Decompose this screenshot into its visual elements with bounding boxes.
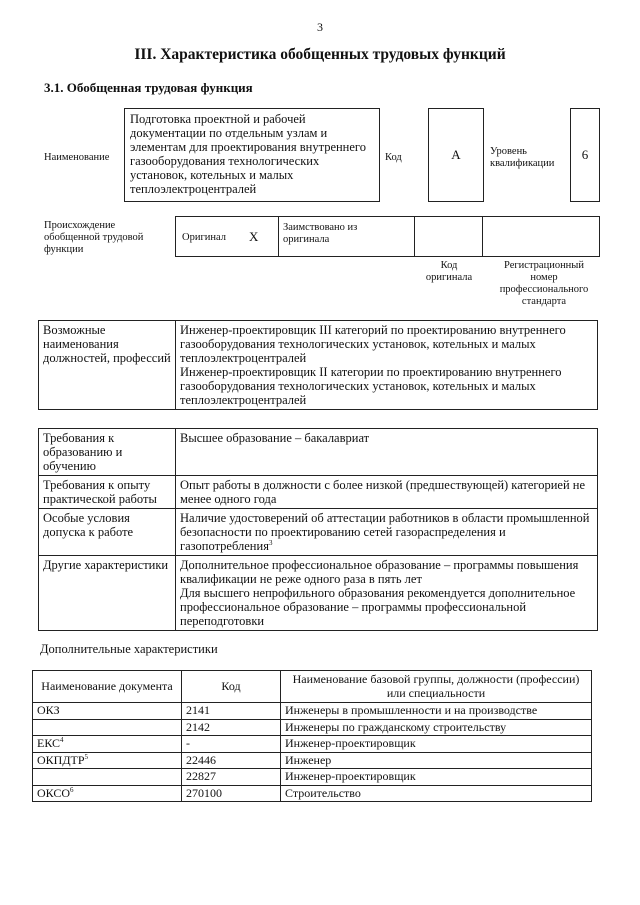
doc-name: ОКПДТР xyxy=(37,752,85,767)
footnote-ref: 4 xyxy=(60,736,64,744)
table-row xyxy=(33,785,592,802)
extra-name: Инженеры по гражданскому строительству xyxy=(281,719,592,736)
page-number: 3 xyxy=(317,20,323,34)
extra-code: 270100 xyxy=(182,785,281,802)
req-value xyxy=(176,509,598,556)
gtf-level-value: 6 xyxy=(581,147,589,162)
extra-name: Инженер xyxy=(281,752,592,769)
extra-doc xyxy=(33,736,182,753)
section-title: III. Характеристика обобщенных трудовых функций xyxy=(134,46,506,63)
footnote-ref: 5 xyxy=(84,752,89,761)
origin-label: Происхождение обобщенной трудовой функции xyxy=(44,220,144,255)
extra-header: Код xyxy=(182,671,281,703)
origin-reg-caption: Регистрационный номер профессионального стандарта xyxy=(499,260,589,307)
gtf-level-label: Уровень квалификации xyxy=(490,146,555,169)
req-value-text: Для высшего непрофильного образования рекомендуется дополнительное профессиональное образование – программы профессиональной переподготовки xyxy=(180,586,576,628)
extra-title: Дополнительные характеристики xyxy=(40,642,218,656)
req-value: Высшее образование – бакалавриат xyxy=(176,429,598,476)
footnote-ref: 3 xyxy=(268,538,273,547)
extra-table xyxy=(32,670,592,802)
extra-code: - xyxy=(182,736,281,753)
origin-divider xyxy=(482,216,483,257)
origin-original-label: Оригинал xyxy=(182,232,226,243)
table-row xyxy=(33,703,592,720)
extra-header: Наименование базовой группы, должности (профессии) или специальности xyxy=(281,671,592,703)
req-value: Опыт работы в должности с более низкой (предшествующей) категорией не менее одного года xyxy=(176,476,598,509)
origin-borrowed-label: Заимствовано из оригинала xyxy=(283,222,358,245)
position-line: Инженер-проектировщик III категорий по проектированию внутреннего газооборудования технологических установок, котельных и малых теплоэлектроцентралей xyxy=(180,323,566,365)
extra-name: Инженеры в промышленности и на производстве xyxy=(281,703,592,720)
req-value xyxy=(176,556,598,631)
extra-doc xyxy=(33,752,182,769)
extra-code: 2142 xyxy=(182,719,281,736)
table-row xyxy=(33,769,592,786)
extra-code: 22827 xyxy=(182,769,281,786)
req-label: Требования к образованию и обучению xyxy=(39,429,176,476)
gtf-name-label: Наименование xyxy=(44,152,110,163)
table-row xyxy=(33,736,592,753)
position-line: Инженер-проектировщик II категории по проектированию внутреннего газооборудования технологических установок, котельных и малых теплоэлектроцентралей xyxy=(180,365,562,407)
extra-name: Строительство xyxy=(281,785,592,802)
extra-code: 2141 xyxy=(182,703,281,720)
requirements-table xyxy=(38,428,598,631)
origin-original-mark: X xyxy=(249,229,259,244)
extra-code: 22446 xyxy=(182,752,281,769)
req-label: Требования к опыту практической работы xyxy=(39,476,176,509)
doc-name: ЕКС xyxy=(37,736,61,750)
subsection-title: 3.1. Обобщенная трудовая функция xyxy=(44,80,253,95)
req-value-text: Дополнительное профессиональное образование – программы повышения квалификации не реже одного раза в пять лет xyxy=(180,558,579,586)
positions-value xyxy=(176,321,598,410)
origin-divider xyxy=(414,216,415,257)
table-row xyxy=(33,752,592,769)
req-label: Особые условия допуска к работе xyxy=(39,509,176,556)
gtf-code-label: Код xyxy=(385,152,402,163)
doc-name: ОКСО xyxy=(37,785,71,800)
origin-code-caption: Код оригинала xyxy=(425,260,473,283)
gtf-level-box xyxy=(570,108,600,202)
extra-doc xyxy=(33,703,182,720)
gtf-name-box: Подготовка проектной и рабочей документации по отдельным узлам и элементам для проектирования внутреннего газооборудования технологических установок, котельных и малых теплоэлектроцентралей xyxy=(124,108,380,202)
positions-label: Возможные наименования должностей, профессий xyxy=(39,321,176,410)
positions-table xyxy=(38,320,598,410)
origin-divider xyxy=(278,216,279,257)
doc-name: ОКЗ xyxy=(37,703,60,717)
req-value-text: Наличие удостоверений об аттестации работников в области промышленной безопасности по проектированию сетей газораспределения и газопотребления xyxy=(180,511,590,553)
extra-doc xyxy=(33,719,182,736)
extra-doc xyxy=(33,769,182,786)
req-label: Другие характеристики xyxy=(39,556,176,631)
extra-name: Инженер-проектировщик xyxy=(281,769,592,786)
gtf-code-value: А xyxy=(451,147,461,162)
gtf-code-box xyxy=(428,108,484,202)
table-row xyxy=(33,719,592,736)
extra-doc xyxy=(33,785,182,802)
footnote-ref: 6 xyxy=(70,785,74,794)
extra-header: Наименование документа xyxy=(33,671,182,703)
extra-name: Инженер-проектировщик xyxy=(281,736,592,753)
